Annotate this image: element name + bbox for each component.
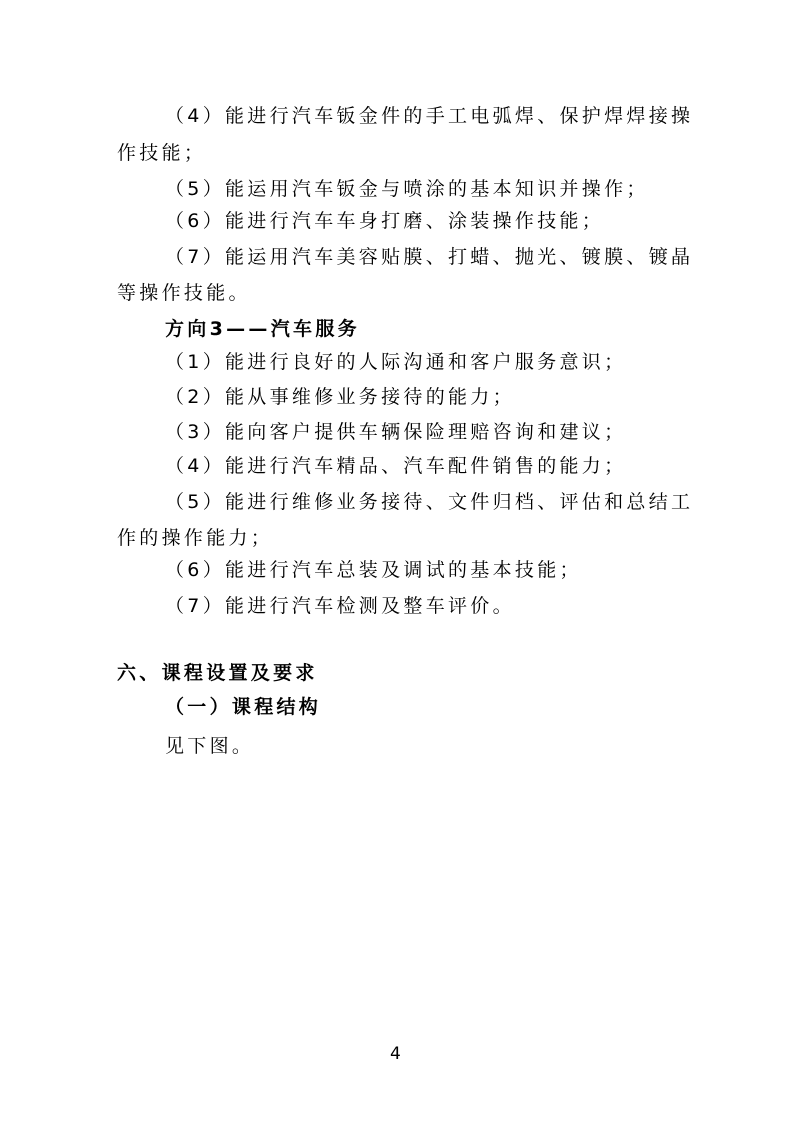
paragraph-line: （5）能进行维修业务接待、文件归档、评估和总结工	[165, 491, 694, 513]
section-heading: 六、课程设置及要求	[117, 662, 318, 684]
paragraph-line: 作的操作能力；	[117, 527, 274, 549]
section-subheading: （一）课程结构	[165, 696, 322, 718]
paragraph-line: （6）能进行汽车总装及调试的基本技能；	[165, 559, 582, 581]
paragraph-line: （7）能进行汽车检测及整车评价。	[165, 595, 515, 617]
paragraph-line: （4）能进行汽车精品、汽车配件销售的能力；	[165, 455, 627, 477]
paragraph-line: 等操作技能。	[117, 282, 251, 304]
paragraph-line: （1）能进行良好的人际沟通和客户服务意识；	[165, 351, 627, 373]
paragraph-line: （4）能进行汽车钣金件的手工电弧焊、保护焊焊接操	[165, 105, 694, 127]
paragraph-line: （2）能从事维修业务接待的能力；	[165, 386, 515, 408]
page-number: 4	[390, 1044, 401, 1064]
paragraph-line: 见下图。	[165, 735, 255, 757]
section-subheading: 方向3——汽车服务	[165, 318, 360, 340]
paragraph-line: （7）能运用汽车美容贴膜、打蜡、抛光、镀膜、镀晶	[165, 246, 694, 268]
paragraph-line: （5）能运用汽车钣金与喷涂的基本知识并操作；	[165, 178, 649, 200]
paragraph-line: 作技能；	[117, 142, 207, 164]
paragraph-line: （3）能向客户提供车辆保险理赔咨询和建议；	[165, 421, 627, 443]
paragraph-line: （6）能进行汽车车身打磨、涂装操作技能；	[165, 210, 605, 232]
